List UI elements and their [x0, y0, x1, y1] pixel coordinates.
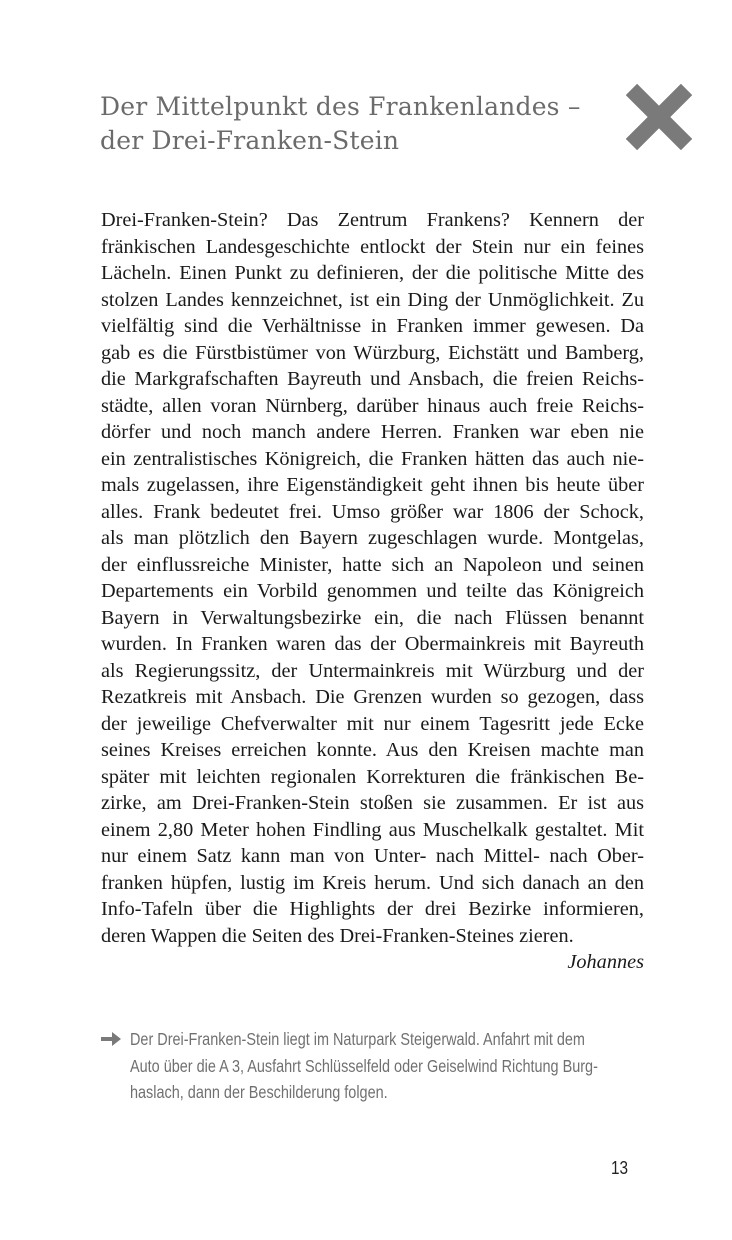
- body-line: Lächeln. Einen Punkt zu definieren, der die politische Mitte des: [101, 262, 644, 284]
- body-line: deren Wappen die Seiten des Drei-Franken-Steines zieren.: [101, 924, 574, 947]
- body-line: Departements ein Vorbild genommen und teilte das Königreich: [101, 580, 644, 602]
- body-line: nur einem Satz kann man von Unter- nach Mittel- nach Ober-: [101, 845, 644, 867]
- body-line: die Markgrafschaften Bayreuth und Ansbach, die freien Reichs-: [101, 368, 644, 390]
- body-line: zirke, am Drei-Franken-Stein stoßen sie zusammen. Er ist aus: [101, 792, 644, 814]
- note-line: haslach, dann der Beschilderung folgen.: [130, 1082, 388, 1102]
- body-line: gab es die Fürstbistümer von Würzburg, Eichstätt und Bamberg,: [101, 341, 644, 364]
- arrow-right-icon: [100, 1030, 122, 1048]
- body-line: dörfer und noch manch andere Herren. Franken war eben nie: [101, 421, 644, 443]
- page-number: 13: [610, 1158, 628, 1178]
- note-text: [130, 1026, 644, 1106]
- body-line: franken hüpfen, lustig im Kreis herum. Und sich danach an den: [101, 871, 644, 894]
- chapter-heading: [100, 90, 600, 158]
- body-line: alles. Frank bedeutet frei. Umso größer war 1806 der Schock,: [101, 500, 644, 523]
- body-line: als Regierungssitz, der Untermainkreis mit Würzburg und der: [101, 659, 644, 682]
- body-line: einem 2,80 Meter hohen Findling aus Muschelkalk gestaltet. Mit: [101, 818, 644, 841]
- cross-icon: [626, 84, 692, 150]
- body-line: fränkischen Landesgeschichte entlockt der Stein nur ein feines: [101, 235, 644, 258]
- body-line: ein zentralistisches Königreich, die Franken hätten das auch nie-: [101, 447, 644, 470]
- note-line: Auto über die A 3, Ausfahrt Schlüsselfeld oder Geiselwind Richtung Burg-: [130, 1055, 598, 1076]
- note-line: Der Drei-Franken-Stein liegt im Naturpark Steigerwald. Anfahrt mit dem: [130, 1029, 585, 1049]
- body-line: Rezatkreis mit Ansbach. Die Grenzen wurden so gezogen, dass: [101, 686, 644, 708]
- body-line: der einflussreiche Minister, hatte sich an Napoleon und seinen: [101, 553, 644, 576]
- body-line: Drei-Franken-Stein? Das Zentrum Frankens? Kennern der: [101, 209, 644, 231]
- heading-line-2: der Drei-Franken-Stein: [100, 126, 400, 155]
- body-line: Bayern in Verwaltungsbezirke ein, die nach Flüssen benannt: [101, 606, 644, 629]
- body-line: städte, allen voran Nürnberg, darüber hinaus auch freie Reichs-: [101, 394, 644, 417]
- heading-line-1: Der Mittelpunkt des Frankenlandes –: [100, 92, 581, 121]
- body-line: vielfältig sind die Verhältnisse in Franken immer gewesen. Da: [101, 315, 644, 337]
- author-signature: Johannes: [567, 951, 644, 973]
- body-line: Info-Tafeln über die Highlights der drei Bezirke informieren,: [101, 898, 644, 920]
- body-line: mals zugelassen, ihre Eigenständigkeit geht ihnen bis heute über: [101, 474, 644, 496]
- body-line: wurden. In Franken waren das der Obermainkreis mit Bayreuth: [101, 633, 644, 655]
- body-line: später mit leichten regionalen Korrekturen die fränkischen Be-: [101, 765, 644, 788]
- travel-note: [100, 1026, 645, 1106]
- body-line: seines Kreises erreichen konnte. Aus den Kreisen machte man: [101, 739, 644, 761]
- body-line: stolzen Landes kennzeichnet, ist ein Ding der Unmöglichkeit. Zu: [101, 288, 644, 311]
- article-body: [101, 207, 644, 976]
- body-line: der jeweilige Chefverwalter mit nur einem Tagesritt jede Ecke: [101, 712, 644, 735]
- body-line: als man plötzlich den Bayern zugeschlagen wurde. Montgelas,: [101, 527, 644, 549]
